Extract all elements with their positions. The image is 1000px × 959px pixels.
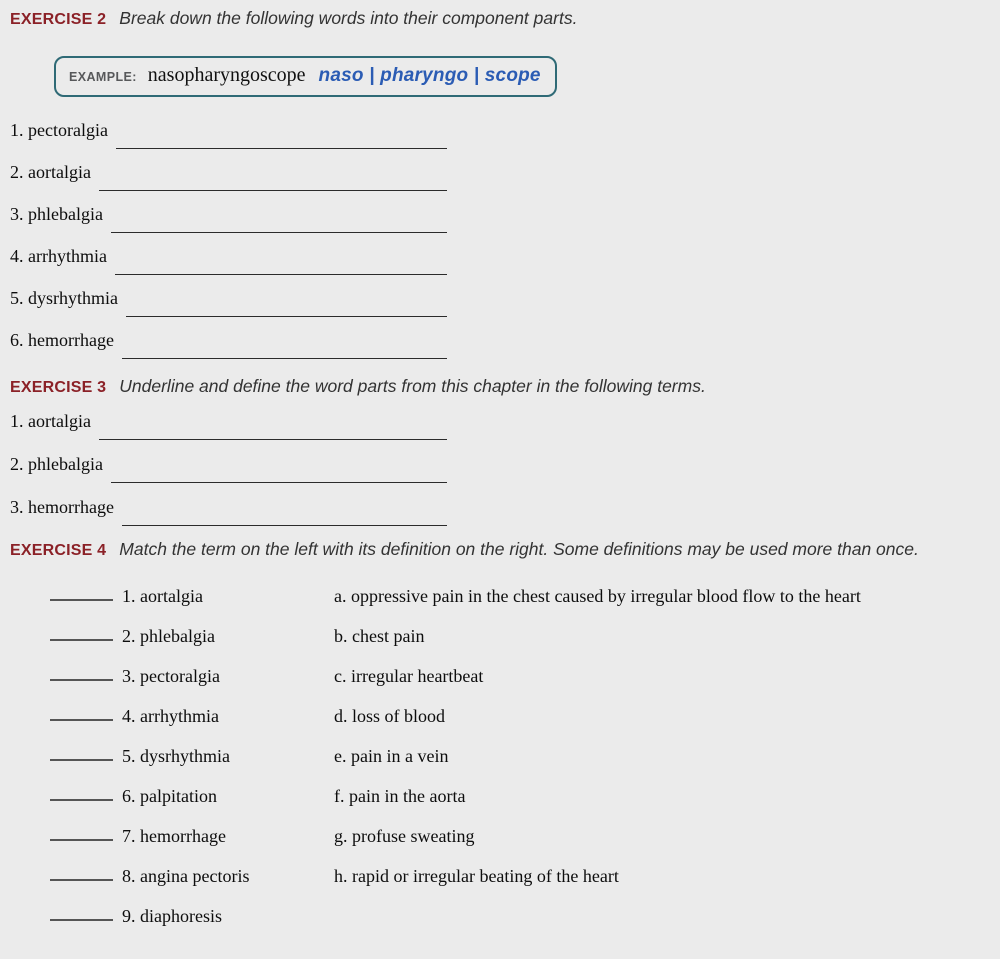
example-answer: naso | pharyngo | scope xyxy=(318,65,541,86)
match-definition: b. chest pain xyxy=(334,626,425,646)
example-word: nasopharyngoscope xyxy=(147,64,306,86)
answer-blank[interactable] xyxy=(111,203,447,233)
fill-item xyxy=(10,329,447,360)
exercise-3-item-list xyxy=(10,410,1000,527)
exercise-2-instruction: Break down the following words into their component parts. xyxy=(119,8,578,28)
fill-item xyxy=(10,453,447,484)
answer-blank[interactable] xyxy=(50,905,113,921)
match-row xyxy=(50,705,1000,727)
match-row xyxy=(50,665,1000,687)
exercise-4-label: EXERCISE 4 xyxy=(10,542,107,559)
fill-item xyxy=(10,410,447,441)
match-definition: f. pain in the aorta xyxy=(334,786,466,806)
answer-blank[interactable] xyxy=(50,585,113,601)
match-term: 3. pectoralgia xyxy=(122,666,220,686)
fill-item xyxy=(10,161,447,192)
answer-blank[interactable] xyxy=(99,410,447,440)
answer-blank[interactable] xyxy=(50,785,113,801)
exercise-2-item-list xyxy=(10,119,1000,360)
exercise-3-label: EXERCISE 3 xyxy=(10,379,107,396)
match-term: 2. phlebalgia xyxy=(122,626,215,646)
exercise-2-heading-row xyxy=(10,8,1000,28)
fill-item-term: 2. phlebalgia xyxy=(10,454,103,474)
exercise-3-section xyxy=(10,376,1000,527)
fill-item xyxy=(10,203,447,234)
exercise-3-instruction: Underline and define the word parts from this chapter in the following terms. xyxy=(119,376,706,396)
match-term: 4. arrhythmia xyxy=(122,706,219,726)
example-label: EXAMPLE: xyxy=(69,70,137,84)
match-row xyxy=(50,785,1000,807)
exercise-4-heading-row xyxy=(10,539,1000,559)
exercise-4-match-list xyxy=(10,585,1000,927)
match-definition: d. loss of blood xyxy=(334,706,446,726)
exercise-4-instruction: Match the term on the left with its definition on the right. Some definitions may be used more than once. xyxy=(119,539,919,559)
fill-item xyxy=(10,496,447,527)
match-definition: g. profuse sweating xyxy=(334,826,475,846)
match-row xyxy=(50,625,1000,647)
answer-blank[interactable] xyxy=(116,119,447,149)
answer-blank[interactable] xyxy=(99,161,447,191)
answer-blank[interactable] xyxy=(50,705,113,721)
answer-blank[interactable] xyxy=(126,287,447,317)
match-row xyxy=(50,865,1000,887)
match-row xyxy=(50,745,1000,767)
exercise-3-heading-row xyxy=(10,376,1000,396)
fill-item-term: 4. arrhythmia xyxy=(10,246,107,266)
match-definition: c. irregular heartbeat xyxy=(334,666,484,686)
exercise-2-section xyxy=(10,8,1000,360)
match-term: 8. angina pectoris xyxy=(122,866,250,886)
match-term: 5. dysrhythmia xyxy=(122,746,230,766)
fill-item-term: 3. phlebalgia xyxy=(10,204,103,224)
fill-item-term: 3. hemorrhage xyxy=(10,497,114,517)
match-term: 1. aortalgia xyxy=(122,586,203,606)
match-definition: a. oppressive pain in the chest caused by irregular blood flow to the heart xyxy=(334,586,861,606)
match-row xyxy=(50,905,1000,927)
fill-item xyxy=(10,245,447,276)
answer-blank[interactable] xyxy=(50,745,113,761)
answer-blank[interactable] xyxy=(122,329,447,359)
answer-blank[interactable] xyxy=(122,496,447,526)
fill-item-term: 1. pectoralgia xyxy=(10,120,108,140)
answer-blank[interactable] xyxy=(50,665,113,681)
exercise-2-label: EXERCISE 2 xyxy=(10,11,107,28)
answer-blank[interactable] xyxy=(115,245,447,275)
exercise-4-section xyxy=(10,539,1000,927)
fill-item-term: 5. dysrhythmia xyxy=(10,288,118,308)
answer-blank[interactable] xyxy=(50,625,113,641)
match-term: 9. diaphoresis xyxy=(122,906,222,926)
answer-blank[interactable] xyxy=(111,453,447,483)
fill-item-term: 6. hemorrhage xyxy=(10,330,114,350)
answer-blank[interactable] xyxy=(50,825,113,841)
match-term: 6. palpitation xyxy=(122,786,217,806)
fill-item xyxy=(10,287,447,318)
fill-item-term: 2. aortalgia xyxy=(10,162,91,182)
example-box xyxy=(54,56,557,97)
fill-item-term: 1. aortalgia xyxy=(10,411,91,431)
match-row xyxy=(50,825,1000,847)
match-definition: e. pain in a vein xyxy=(334,746,449,766)
match-row xyxy=(50,585,1000,607)
fill-item xyxy=(10,119,447,150)
match-term: 7. hemorrhage xyxy=(122,826,226,846)
match-definition: h. rapid or irregular beating of the heart xyxy=(334,866,619,886)
answer-blank[interactable] xyxy=(50,865,113,881)
